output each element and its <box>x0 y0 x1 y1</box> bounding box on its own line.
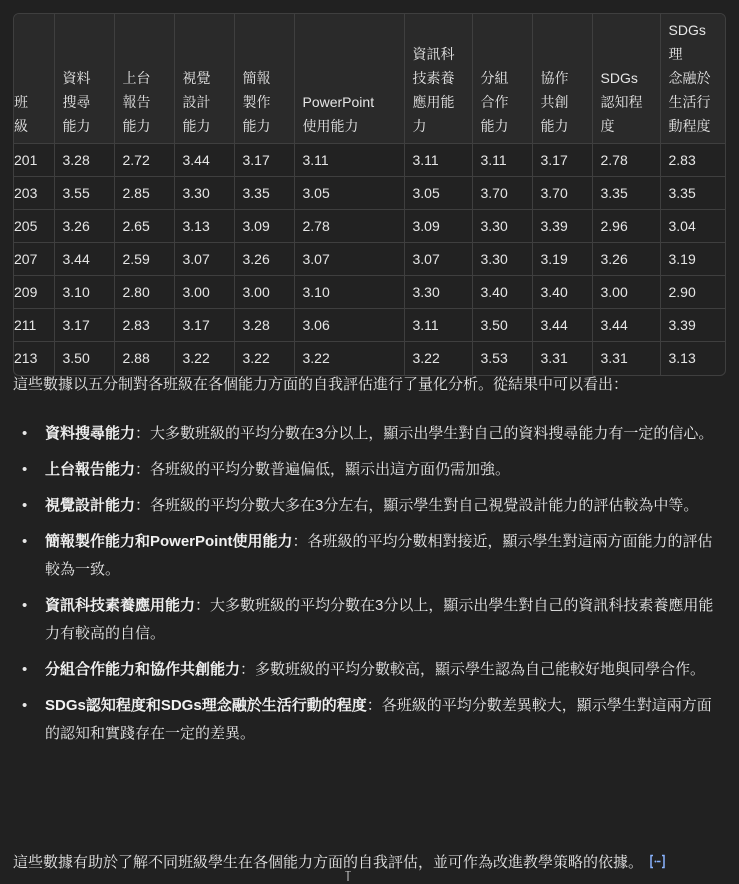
analysis-bullet-list <box>13 420 725 756</box>
score-cell: 2.80 <box>114 276 174 309</box>
bullet-dot-icon: • <box>22 697 28 714</box>
score-cell: 2.85 <box>114 177 174 210</box>
bullet-dot-icon: • <box>22 661 28 678</box>
score-cell: 3.70 <box>532 177 592 210</box>
score-cell: 3.26 <box>54 210 114 243</box>
class-id-cell: 203 <box>14 177 54 210</box>
score-cell: 3.09 <box>404 210 472 243</box>
score-cell: 3.35 <box>234 177 294 210</box>
score-cell: 3.35 <box>592 177 660 210</box>
score-cell: 2.59 <box>114 243 174 276</box>
source-bracket-icon[interactable] <box>649 853 666 868</box>
bullet-text: ：大多數班級的平均分數在3分以上，顯示出學生對自己的資料搜尋能力有一定的信心。 <box>135 425 714 442</box>
score-cell: 3.07 <box>404 243 472 276</box>
score-cell: 3.22 <box>294 342 404 375</box>
list-item <box>13 592 725 648</box>
column-header: 簡報 製作 能力 <box>234 14 294 144</box>
class-id-cell: 209 <box>14 276 54 309</box>
score-cell: 3.31 <box>592 342 660 375</box>
conclusion-text: 這些數據有助於了解不同班級學生在各個能力方面的自我評估，並可作為改進教學策略的依據。 <box>13 854 644 871</box>
score-cell: 3.28 <box>54 144 114 177</box>
column-header: 視覺 設計 能力 <box>174 14 234 144</box>
list-item <box>13 692 725 748</box>
class-id-cell: 201 <box>14 144 54 177</box>
score-cell: 3.17 <box>532 144 592 177</box>
intro-paragraph: 這些數據以五分制對各班級在各個能力方面的自我評估進行了量化分析。從結果中可以看出： <box>13 376 629 393</box>
score-cell: 3.50 <box>54 342 114 375</box>
bullet-title: 簡報製作能力和PowerPoint使用能力 <box>45 533 293 550</box>
score-cell: 3.44 <box>54 243 114 276</box>
bullet-dot-icon: • <box>22 597 28 614</box>
bullet-title: 資訊科技素養應用能力 <box>45 597 196 614</box>
score-cell: 3.53 <box>472 342 532 375</box>
table-row <box>14 243 725 276</box>
score-cell: 3.19 <box>532 243 592 276</box>
table-row <box>14 309 725 342</box>
score-cell: 2.72 <box>114 144 174 177</box>
list-item <box>13 420 725 448</box>
score-cell: 3.44 <box>532 309 592 342</box>
ability-scores-table-container <box>13 13 726 376</box>
table-row <box>14 144 725 177</box>
score-cell: 3.40 <box>472 276 532 309</box>
score-cell: 3.10 <box>294 276 404 309</box>
bullet-title: 資料搜尋能力 <box>45 425 136 442</box>
score-cell: 3.13 <box>668 350 696 367</box>
bullet-title: 視覺設計能力 <box>45 497 136 514</box>
bullet-text: ：各班級的平均分數差異較大，顯示學生對這兩方面的認知和實踐存在一定的差異。 <box>45 697 712 742</box>
class-id-cell: 213 <box>14 342 54 375</box>
column-header: SDGs 認知程 度 <box>592 14 660 144</box>
class-id-cell: 205 <box>14 210 54 243</box>
class-id-cell: 207 <box>14 243 54 276</box>
score-cell: 3.30 <box>472 210 532 243</box>
score-cell: 3.30 <box>174 177 234 210</box>
score-cell: 3.44 <box>592 309 660 342</box>
score-cell: 2.83 <box>660 144 725 177</box>
score-cell: 3.17 <box>234 144 294 177</box>
score-cell: 3.11 <box>472 144 532 177</box>
score-cell: 3.17 <box>174 309 234 342</box>
score-cell: 3.44 <box>174 144 234 177</box>
score-cell: 3.00 <box>174 276 234 309</box>
score-cell: 3.55 <box>54 177 114 210</box>
score-cell: 3.30 <box>472 243 532 276</box>
list-item <box>13 528 725 584</box>
table-row <box>14 177 725 210</box>
bullet-text: ：大多數班級的平均分數在3分以上，顯示出學生對自己的資訊科技素養應用能力有較高的自信。 <box>45 597 714 642</box>
score-cell: 3.07 <box>294 243 404 276</box>
score-cell: 3.70 <box>472 177 532 210</box>
score-cell: 2.88 <box>114 342 174 375</box>
score-cell: 3.11 <box>404 144 472 177</box>
bullet-text: ：各班級的平均分數普遍偏低，顯示出這方面仍需加強。 <box>135 461 511 478</box>
bullet-dot-icon: • <box>22 533 28 550</box>
score-cell: 3.19 <box>660 243 725 276</box>
score-cell: 3.22 <box>404 342 472 375</box>
list-item <box>13 492 725 520</box>
score-cell: 3.39 <box>532 210 592 243</box>
bullet-text: ：各班級的平均分數大多在3分左右，顯示學生對自己視覺設計能力的評估較為中等。 <box>135 497 699 514</box>
table-body <box>14 144 725 375</box>
table-row <box>14 342 725 375</box>
table-row <box>14 276 725 309</box>
score-cell: 3.50 <box>472 309 532 342</box>
bullet-dot-icon: • <box>22 461 28 478</box>
score-cell: 3.31 <box>532 342 592 375</box>
score-cell: 3.04 <box>660 210 725 243</box>
score-cell: 3.11 <box>294 144 404 177</box>
column-header: 資訊科 技素養 應用能 力 <box>404 14 472 144</box>
table-row <box>14 210 725 243</box>
column-header: 分組 合作 能力 <box>472 14 532 144</box>
bullet-title: 上台報告能力 <box>45 461 136 478</box>
score-cell: 2.96 <box>592 210 660 243</box>
class-id-cell: 211 <box>14 309 54 342</box>
score-cell: 3.13 <box>174 210 234 243</box>
score-cell: 3.26 <box>592 243 660 276</box>
score-cell: 3.11 <box>404 309 472 342</box>
score-cell: 3.35 <box>660 177 725 210</box>
list-item <box>13 456 725 484</box>
column-header: SDGs理 念融於 生活行 動程度 <box>660 14 725 144</box>
conclusion-paragraph <box>13 851 725 875</box>
score-cell: 3.05 <box>294 177 404 210</box>
score-cell: 3.17 <box>54 309 114 342</box>
score-cell: 3.26 <box>234 243 294 276</box>
table-header-row <box>14 14 725 144</box>
score-cell: 3.05 <box>404 177 472 210</box>
bullet-dot-icon: • <box>22 497 28 514</box>
bullet-text: ：多數班級的平均分數較高，顯示學生認為自己能較好地與同學合作。 <box>240 661 706 678</box>
column-header: PowerPoint 使用能力 <box>294 14 404 144</box>
column-header: 資料 搜尋 能力 <box>54 14 114 144</box>
column-header: 協作 共創 能力 <box>532 14 592 144</box>
score-cell: 3.40 <box>532 276 592 309</box>
column-header: 上台 報告 能力 <box>114 14 174 144</box>
score-cell: 2.65 <box>114 210 174 243</box>
bullet-title: SDGs認知程度和SDGs理念融於生活行動的程度 <box>45 697 367 714</box>
score-cell: 3.10 <box>54 276 114 309</box>
score-cell: 3.07 <box>174 243 234 276</box>
score-cell: 3.30 <box>404 276 472 309</box>
score-cell: 3.28 <box>234 309 294 342</box>
score-cell: 3.00 <box>234 276 294 309</box>
ability-scores-table <box>14 14 725 375</box>
score-cell: 3.22 <box>174 342 234 375</box>
text-cursor-icon <box>343 871 353 881</box>
score-cell: 3.00 <box>592 276 660 309</box>
list-item <box>13 656 725 684</box>
score-cell: 2.78 <box>294 210 404 243</box>
column-header: 班 級 <box>14 14 54 144</box>
bullet-title: 分組合作能力和協作共創能力 <box>45 661 241 678</box>
score-cell: 2.78 <box>592 144 660 177</box>
table-header <box>14 14 725 144</box>
score-cell: 2.90 <box>660 276 725 309</box>
score-cell: 3.06 <box>294 309 404 342</box>
score-cell: 2.83 <box>114 309 174 342</box>
bullet-text: ：各班級的平均分數相對接近，顯示學生對這兩方面能力的評估較為一致。 <box>45 533 713 578</box>
score-cell: 3.22 <box>234 342 294 375</box>
score-cell: 3.09 <box>234 210 294 243</box>
score-cell: 3.39 <box>660 309 725 342</box>
bullet-dot-icon: • <box>22 425 28 442</box>
